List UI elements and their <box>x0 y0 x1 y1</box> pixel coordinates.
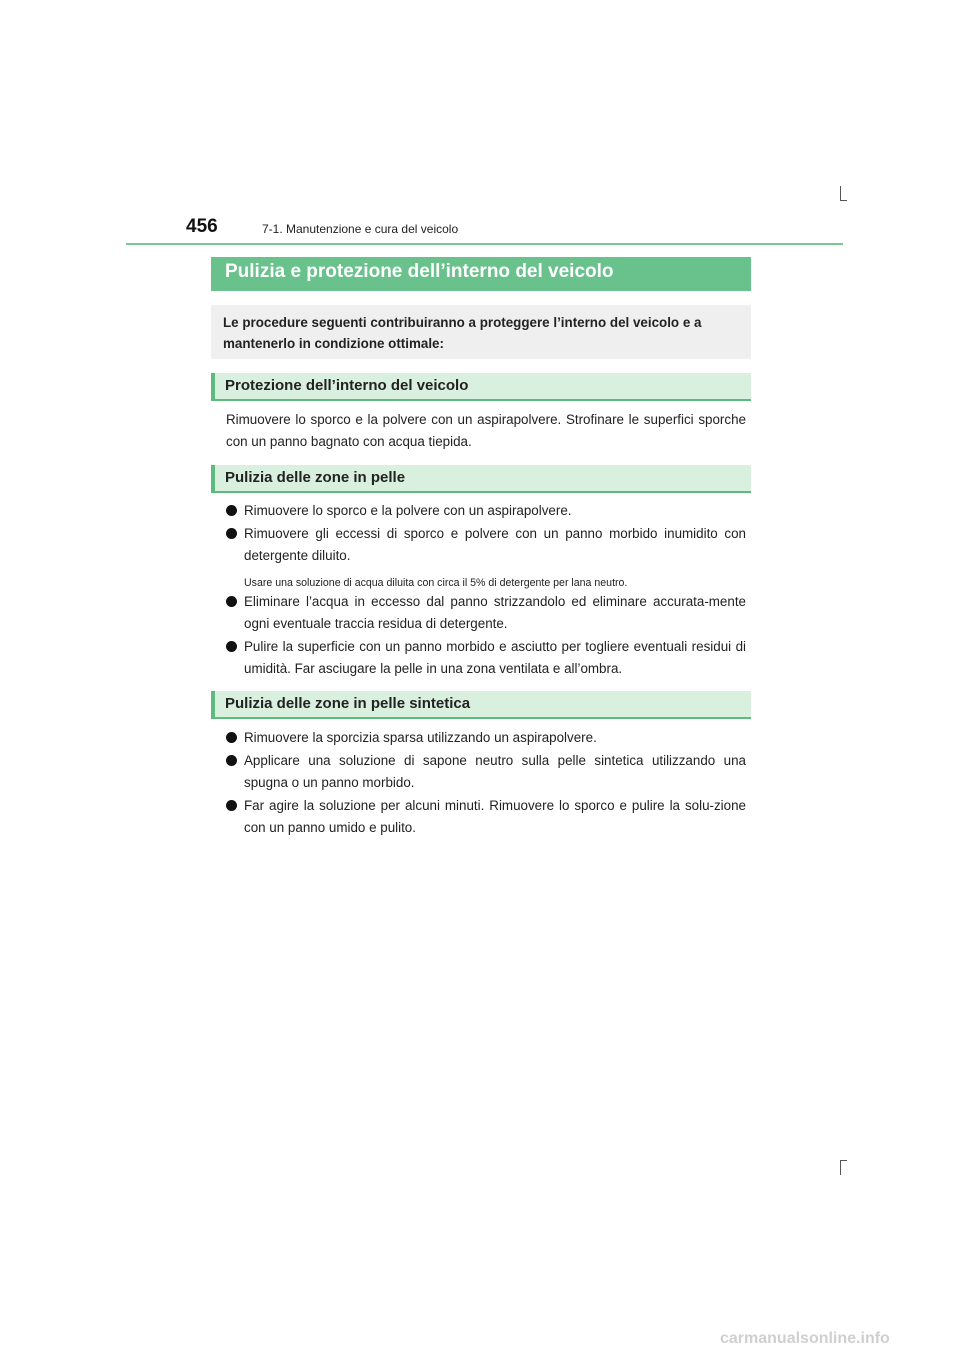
list-item-text: Pulire la superficie con un panno morbido e asciutto per togliere eventuali residui di umidità. Far asciugare la pelle in una zona ventilata e all’ombra. <box>244 639 746 676</box>
list-item-text: Eliminare l’acqua in eccesso dal panno strizzandolo ed eliminare accurata-mente ogni eventuale traccia residua di detergente. <box>244 594 746 631</box>
section-heading-label: Protezione dell’interno del veicolo <box>225 377 469 394</box>
intro-text: Le procedure seguenti contribuiranno a proteggere l’interno del veicolo e a mantenerlo in condizione ottimale: <box>223 315 702 351</box>
section-heading-label: Pulizia delle zone in pelle <box>225 469 406 486</box>
list-item <box>226 795 746 839</box>
list-item <box>226 591 746 635</box>
page-title: Pulizia e protezione dell’interno del veicolo <box>225 261 614 282</box>
bullet-icon <box>226 528 237 539</box>
list-item <box>226 750 746 794</box>
list-item-text: Applicare una soluzione di sapone neutro sulla pelle sintetica utilizzando una spugna o un panno morbido. <box>244 753 746 790</box>
page-title-bar <box>211 257 751 291</box>
page-number: 456 <box>186 216 218 237</box>
bullet-icon <box>226 755 237 766</box>
section-heading-protection <box>211 373 751 401</box>
section-heading-synthetic-leather <box>211 691 751 719</box>
list-item <box>226 500 746 522</box>
watermark: carmanualsonline.info <box>720 1330 890 1347</box>
bullet-icon <box>226 505 237 516</box>
note-text: Usare una soluzione di acqua diluita con circa il 5% di detergente per lana neutro. <box>244 577 628 589</box>
list-item-text: Far agire la soluzione per alcuni minuti. Rimuovere lo sporco e pulire la solu-zione con un panno umido e pulito. <box>244 798 746 835</box>
section-path: 7-1. Manutenzione e cura del veicolo <box>262 222 459 236</box>
crop-mark-bottom <box>840 1160 847 1175</box>
bullet-icon <box>226 732 237 743</box>
bullet-icon <box>226 596 237 607</box>
intro-box <box>211 305 751 359</box>
list-item-text: Rimuovere la sporcizia sparsa utilizzando un aspirapolvere. <box>244 730 597 745</box>
section-paragraph: Rimuovere lo sporco e la polvere con un aspirapolvere. Strofinare le superfici sporche con un panno bagnato con acqua tiepida. <box>226 412 746 449</box>
list-item <box>226 636 746 680</box>
list-item <box>226 523 746 567</box>
list-item-text: Rimuovere gli eccessi di sporco e polvere con un panno morbido inumidito con detergente diluito. <box>244 526 746 563</box>
header-rule <box>126 243 843 245</box>
bullet-icon <box>226 641 237 652</box>
list-item <box>226 727 746 749</box>
bullet-icon <box>226 800 237 811</box>
section-heading-label: Pulizia delle zone in pelle sintetica <box>225 695 471 712</box>
crop-mark-top <box>840 186 847 201</box>
list-item-text: Rimuovere lo sporco e la polvere con un aspirapolvere. <box>244 503 572 518</box>
section-heading-leather <box>211 465 751 493</box>
